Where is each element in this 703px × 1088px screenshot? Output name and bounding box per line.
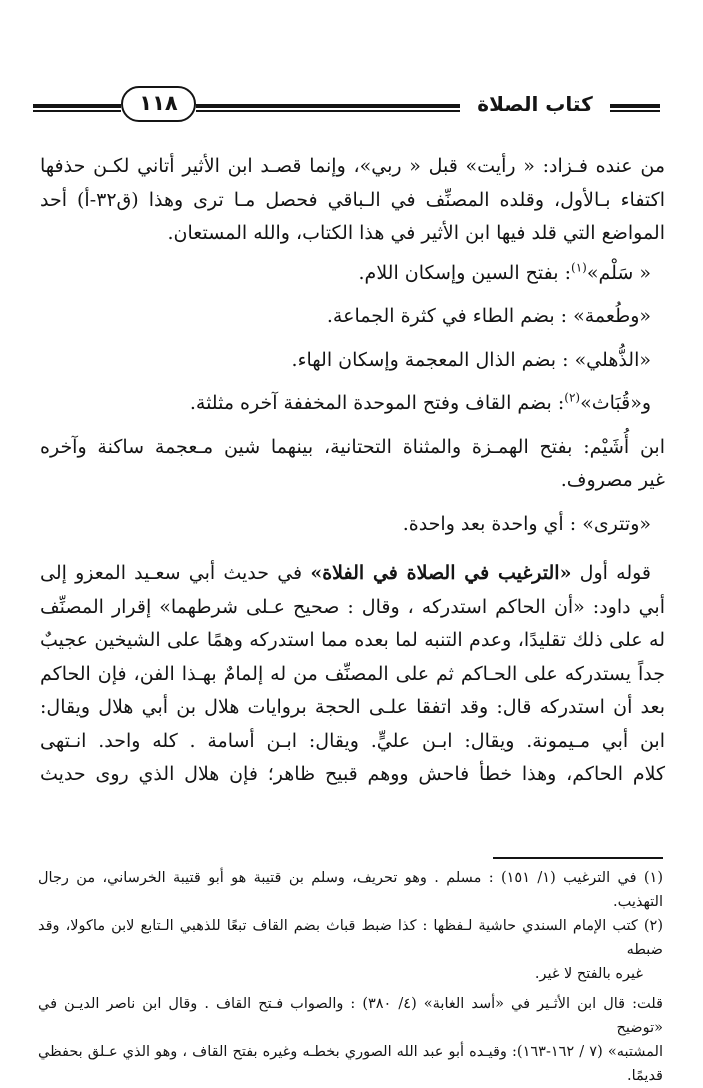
entry-dhuhli (40, 344, 665, 378)
entry-tuma (40, 300, 665, 334)
footnote-note-cont: قديمًا. (627, 1068, 663, 1084)
text-line: قوله أول «الترغيب في الصلاة في الفلاة» في حديث أبي سعـيد المعزو إلى (40, 562, 652, 584)
footnote-note-cont: المشتبه» (٧ / ١٦٢-١٦٣): وقيـده أبو عبد الله الصوري بخطـه وغيره بفتح القاف ، وهو الذي عـلق بحفظي (38, 1044, 663, 1060)
entry-term: «وطُعمة» (573, 305, 651, 327)
entry-term: « سَلْم» (586, 261, 651, 284)
entry-definition: : بفتح السين وإسكان اللام. (358, 261, 572, 284)
entry-definition: : بضم الطاء في كثرة الجماعة. (326, 305, 574, 327)
text-line: له على ذلك تقليدًا، وعدم التنبه لما بعده مما استدركه وهمًا على الشيخين عجيبٌ (40, 629, 665, 651)
header-rule-left (33, 104, 121, 108)
book-title: كتاب الصلاة (477, 92, 593, 116)
text-line: من عنده فـزاد: « رأيت» قبل « ربي»، وإنما قصـد ابن الأثير أتاني لكـن حذفها (40, 155, 665, 177)
footnote-2-cont: غيره بالفتح لا غير. (534, 966, 643, 982)
text-line: اكتفاء بـالأول، وقلده المصنِّف في الـباقي فحصل مـا ترى وهذا (ق٣٢-أ) أحد (40, 188, 665, 211)
header-rule-middle (196, 104, 460, 108)
entry-watatra: «وتترى» : أي واحدة بعد واحدة. (402, 512, 651, 535)
entry-qubath (40, 387, 665, 421)
main-text (40, 150, 665, 792)
text-line: ابن أبي مـيمونة. ويقال: ابـن عليٍّ. ويقال: ابـن أسامة . كله واحد. انـتهى (40, 729, 665, 752)
footnote-1: (١) في الترغيب (١/ ١٥١) : مسلم . وهو تحريف، وسلم بن قتيبة هو أبو قتيبة الخرساني، من رجال التهذيب. (38, 870, 663, 910)
header-rule-right (610, 104, 660, 108)
page-number: ١١٨ (121, 86, 196, 122)
entry-term: «الذُّهلي» (574, 348, 651, 371)
entry-term: و«قُبَاث» (580, 392, 651, 414)
footnote-ref: (٢) (564, 390, 581, 405)
text-line: جداً يستدركه على الحـاكم ثم على المصنِّف من له إلمامٌ بهـذا الفن، فإن الحاكم (40, 662, 665, 685)
footnote-note: قلت: قال ابن الأثـير في «أسد الغابة» (٤/ ٣٨٠) : والصواب فـتح القاف . وقال ابن ناصر الديـن في «توضيح (38, 996, 663, 1036)
text-line: بعد أن استدركه قال: وقد اتفقا علـى الحجة بروايات هلال بن أبي هلال ويقال: (40, 696, 665, 718)
text-line: كلام الحاكم، وهذا خطأ فاحش ووهم قبيح ظاهر؛ فإن هلال الذي روى حديث (40, 763, 665, 785)
entry-definition: : بضم الذال المعجمة وإسكان الهاء. (291, 348, 575, 371)
text-line: غير مصروف. (560, 469, 665, 491)
text-line: ابن أُشَيْم: بفتح الهمـزة والمثناة التحتانية، بينهما شين مـعجمة ساكنة وآخره (40, 435, 665, 458)
text-line: أبي داود: «أن الحاكم استدركه ، وقال : صحيح عـلى شرطهما» إقرار المصنِّف (40, 595, 665, 618)
entry-salm (40, 257, 665, 291)
footnotes (38, 866, 663, 1088)
chapter-title: «الترغيب في الصلاة في الفلاة» (310, 562, 572, 584)
footnote-2: (٢) كتب الإمام السندي حاشية لـفظها : كذا ضبط قباث بضم القاف تبعًا للذهبي الـتابع لابن ماكولا، وقد ضبطه (38, 918, 663, 958)
entry-definition: : بضم القاف وفتح الموحدة المخففة آخره مثلثة. (189, 392, 565, 414)
footnote-divider (493, 857, 663, 859)
footnote-ref: (١) (571, 260, 587, 275)
text-line: المواضع التي قلد فيها ابن الأثير في هذا الكتاب، والله المستعان. (167, 222, 665, 244)
